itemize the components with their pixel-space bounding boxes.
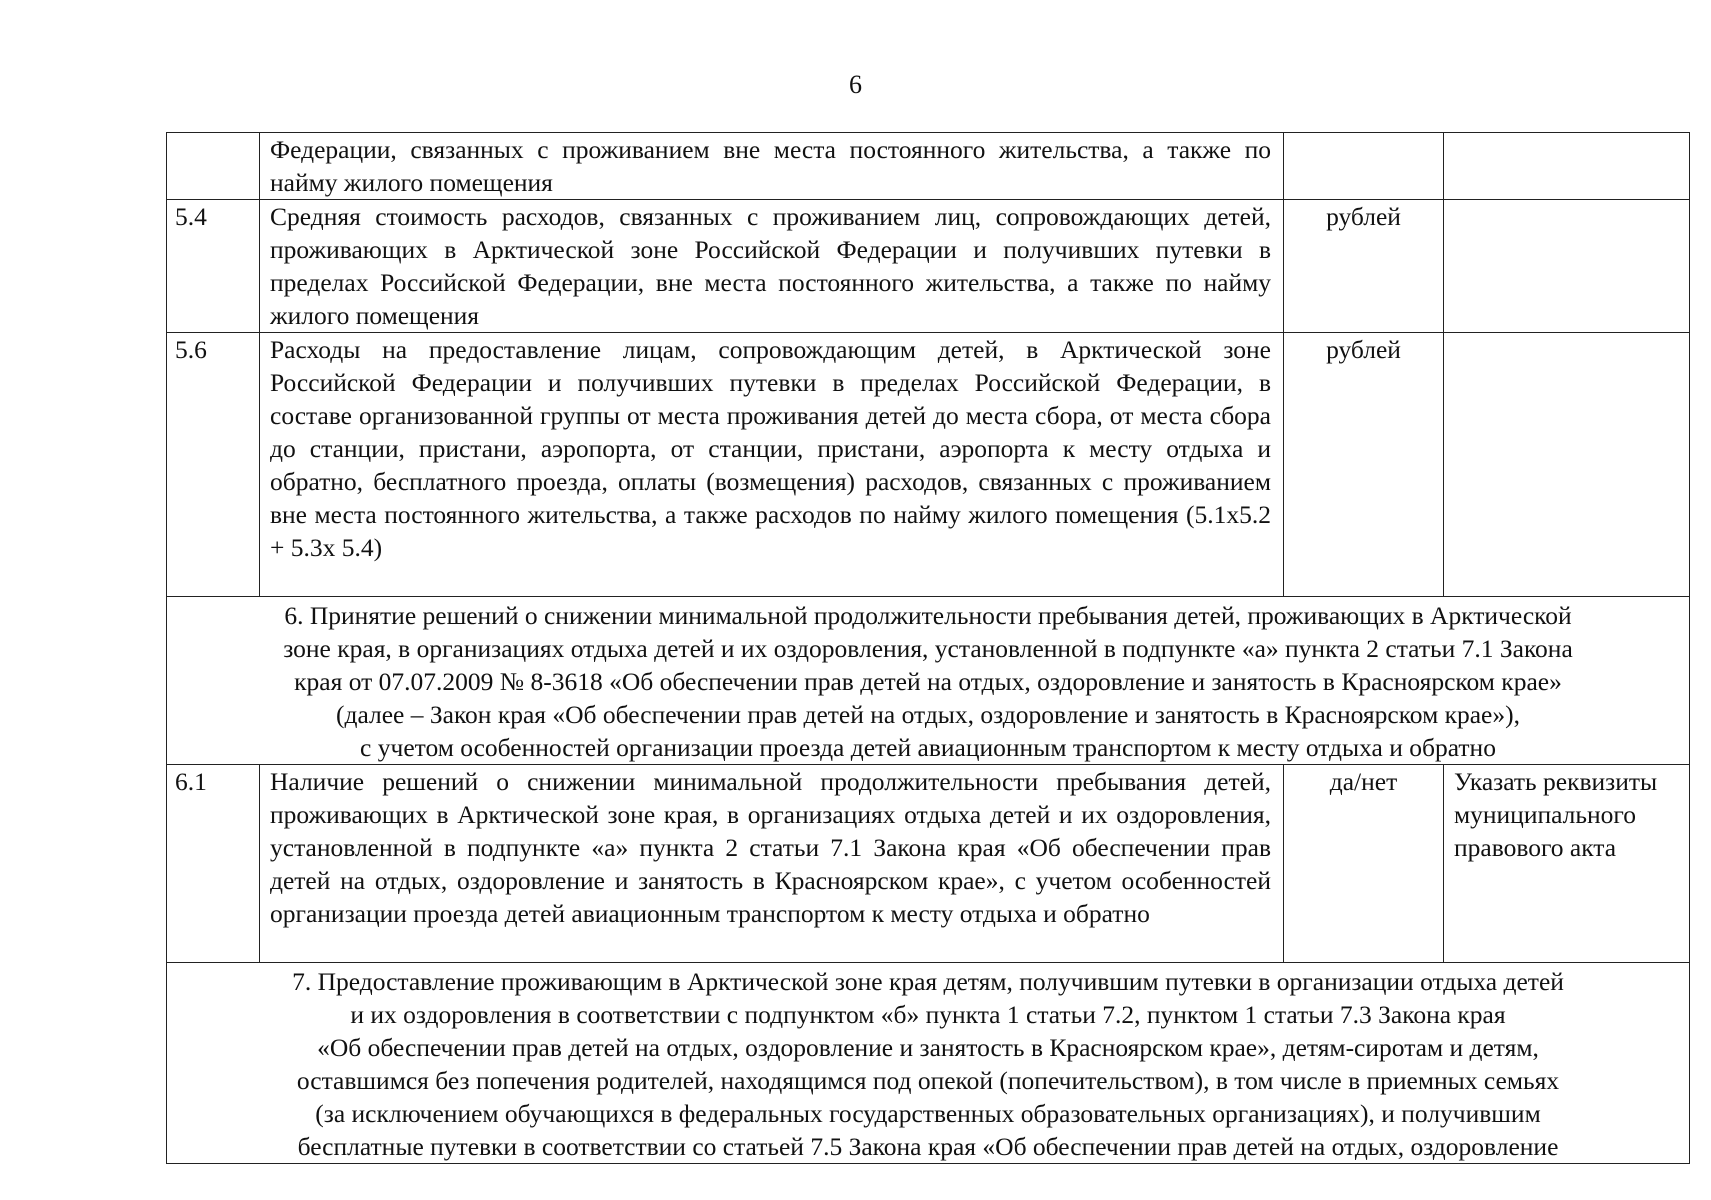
row-note: Указать реквизиты муниципального правового акта [1444,765,1690,963]
section-line: 7. Предоставление проживающим в Арктической зоне края детям, получившим путевки в организации отдыха детей [292,967,1564,996]
table-row-5-6 [167,333,1690,597]
section-line: и их оздоровления в соответствии с подпунктом «б» пункта 1 статьи 7.2, пунктом 1 статьи 7.3 Закона края [350,1000,1506,1029]
row-number [167,133,260,200]
row-note [1444,333,1690,597]
row-note [1444,133,1690,200]
row-description: Наличие решений о снижении минимальной продолжительности пребывания детей, проживающих в Арктической зоне края, в организациях отдыха детей и их оздоровления, установленной в подпункте «а» пункта 2 статьи 7.1 Закона края «Об обеспечении прав детей на отдых, оздоровление и занятость в Красноярском крае», с учетом особенностей организации проезда детей авиационным транспортом к месту отдыха и обратно [260,765,1284,963]
row-number: 6.1 [167,765,260,963]
section-line: бесплатные путевки в соответствии со статьей 7.5 Закона края «Об обеспечении прав детей на отдых, оздоровление [297,1132,1559,1161]
row-number: 5.4 [167,200,260,333]
row-description: Средняя стоимость расходов, связанных с проживанием лиц, сопровождающих детей, проживающих в Арктической зоне Российской Федерации и получивших путевки в пределах Российской Федерации, вне места постоянного жительства, а также по найму жилого помещения [260,200,1284,333]
row-description: Федерации, связанных с проживанием вне места постоянного жительства, а также по найму жилого помещения [260,133,1284,200]
section-heading-7 [167,963,1690,1164]
section-line: с учетом особенностей организации проезда детей авиационным транспортом к месту отдыха и обратно [360,733,1496,762]
row-unit: рублей [1284,200,1444,333]
page-number: 6 [849,70,862,99]
section-heading-6 [167,597,1690,765]
section-line: 6. Принятие решений о снижении минимальной продолжительности пребывания детей, проживающих в Арктической [284,601,1572,630]
section-line: (за исключением обучающихся в федеральных государственных образовательных организациях), и получившим [315,1099,1541,1128]
section-line: «Об обеспечении прав детей на отдых, оздоровление и занятость в Красноярском крае», детям-сиротам и детям, [317,1033,1539,1062]
section-line: оставшимся без попечения родителей, находящимся под опекой (попечительством), в том числе в приемных семьях [296,1066,1560,1095]
section-line: зоне края, в организациях отдыха детей и их оздоровления, установленной в подпункте «а» пункта 2 статьи 7.1 Закона [283,634,1573,663]
section-row-7 [167,963,1690,1164]
table-row-continuation [167,133,1690,200]
row-unit [1284,133,1444,200]
section-row-6 [167,597,1690,765]
row-description [260,333,1284,597]
row-note [1444,200,1690,333]
section-line: края от 07.07.2009 № 8-3618 «Об обеспечении прав детей на отдых, оздоровление и занятость в Красноярском крае» [294,667,1562,696]
row-number: 5.6 [167,333,260,597]
table-row-5-4 [167,200,1690,333]
section-line: (далее – Закон края «Об обеспечении прав детей на отдых, оздоровление и занятость в Красноярском крае»), [336,700,1520,729]
indicators-table [166,132,1690,1164]
row-unit: да/нет [1284,765,1444,963]
row-description-text: Расходы на предоставление лицам, сопровождающим детей, в Арктической зоне Российской Федерации и получивших путевки в пределах Российской Федерации, в составе организованной группы от места проживания детей до места сбора, от места сбора до станции, пристани, аэропорта, от станции, пристани, аэропорта к месту отдыха и обратно, бесплатного проезда, оплаты (возмещения) расходов, связанных с проживанием вне места постоянного жительства, а также расходов по найму жилого помещения [270,335,1271,529]
table-row-6-1 [167,765,1690,963]
row-formula: (5.1x5.2 + 5.3x 5.4) [270,500,1272,562]
row-unit: рублей [1284,333,1444,597]
